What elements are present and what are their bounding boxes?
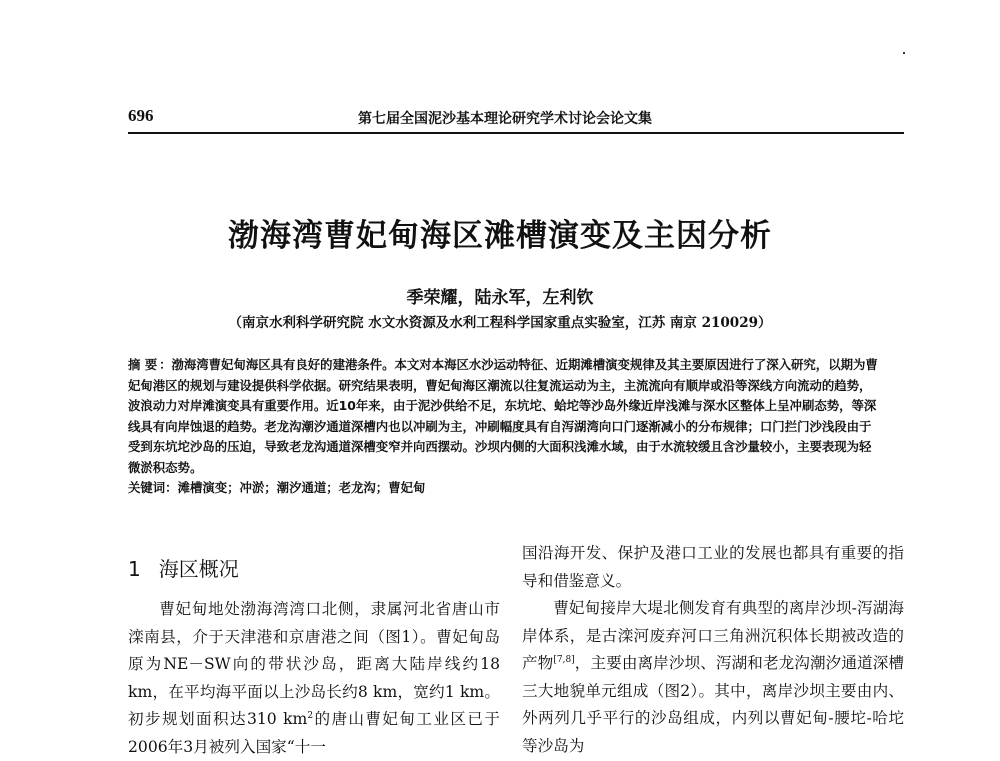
paragraph-text: 曹妃甸地处渤海湾湾口北侧，隶属河北省唐山市滦南县，介于天津港和京唐港之间（图1）。曹妃甸岛原为NE－SW向的带状沙岛，距离大陆岸线约18 km，在平均海平面以上沙岛长约8 km，宽约1 km。初步规划面积达310 km: [128, 600, 500, 728]
keywords-line: [128, 478, 880, 499]
author-list: 季荣耀，陆永军，左利钦: [406, 288, 594, 308]
section-title: 海区概况: [158, 557, 239, 581]
keywords-text: 滩槽演变；冲淤；潮汐通道；老龙沟；曹妃甸: [177, 480, 426, 495]
journal-title: 第七届全国泥沙基本理论研究学术讨论会论文集: [358, 111, 652, 127]
page-number: 696: [128, 106, 154, 125]
scan-mark: [903, 52, 905, 54]
section-number: 1: [128, 557, 141, 581]
abstract-text: 渤海湾曹妃甸海区具有良好的建港条件。本文对本海区水沙运动特征、近期滩槽演变规律及其主要原因进行了深入研究，以期为曹妃甸港区的规划与建设提供科学依据。研究结果表明，曹妃甸海区潮流以往复流运动为主，主流流向有顺岸或沿等深线方向流动的趋势，波浪动力对岸滩演变具有重要作用。近10年来，由于泥沙供给不足，东坑坨、蛤坨等沙岛外缘近岸浅滩与深水区整体上呈冲刷态势，等深线具有向岸蚀退的趋势。老龙沟潮汐通道深槽内也以冲刷为主，冲刷幅度具有自泻湖湾向口门逐渐减小的分布规律；口门拦门沙浅段由于受到东坑坨沙岛的压迫，导致老龙沟通道深槽变窄并向西摆动。沙坝内侧的大面积浅滩水域，由于水流较缓且含沙量较小，主要表现为轻微淤积态势。: [128, 357, 878, 475]
keywords-label: 关键词: [128, 480, 166, 495]
paragraph-text-end: 的唐山曹妃甸工业区已于2006年3月被列入国家“十一: [128, 710, 500, 756]
body-paragraph-continued: 国沿海开发、保护及港口工业的发展也都具有重要的指导和借鉴意义。: [522, 544, 904, 590]
citation-ref: [7,8]: [553, 654, 575, 665]
running-header: [128, 98, 904, 134]
section-heading: [128, 554, 500, 584]
right-column: [522, 540, 904, 760]
body-paragraph: [522, 595, 904, 760]
affiliation: （南京水利科学研究院 水文水资源及水利工程科学国家重点实验室，江苏 南京 210029）: [228, 315, 772, 331]
abstract-block: [128, 355, 880, 499]
left-column: [128, 540, 500, 761]
abstract-label: 摘 要: [128, 357, 158, 372]
superscript: 2: [307, 710, 314, 721]
paragraph-text-end: ，主要由离岸沙坝、泻湖和老龙沟潮汐通道深槽三大地貌单元组成（图2）。其中，离岸沙坝主要由内、外两列几乎平行的沙岛组成，内列以曹妃甸-腰坨-哈坨等沙岛为: [522, 654, 904, 755]
paper-title: 渤海湾曹妃甸海区滩槽演变及主因分析: [228, 218, 772, 254]
abstract-colon: ：: [159, 357, 172, 372]
body-paragraph: [128, 596, 500, 761]
paragraph-text: 曹妃甸接岸大堤北侧发育有典型的离岸沙坝-泻湖海岸体系，是古滦河废弃河口三角洲沉积体长期被改造的产物: [522, 599, 904, 672]
keywords-colon: ：: [165, 480, 178, 495]
